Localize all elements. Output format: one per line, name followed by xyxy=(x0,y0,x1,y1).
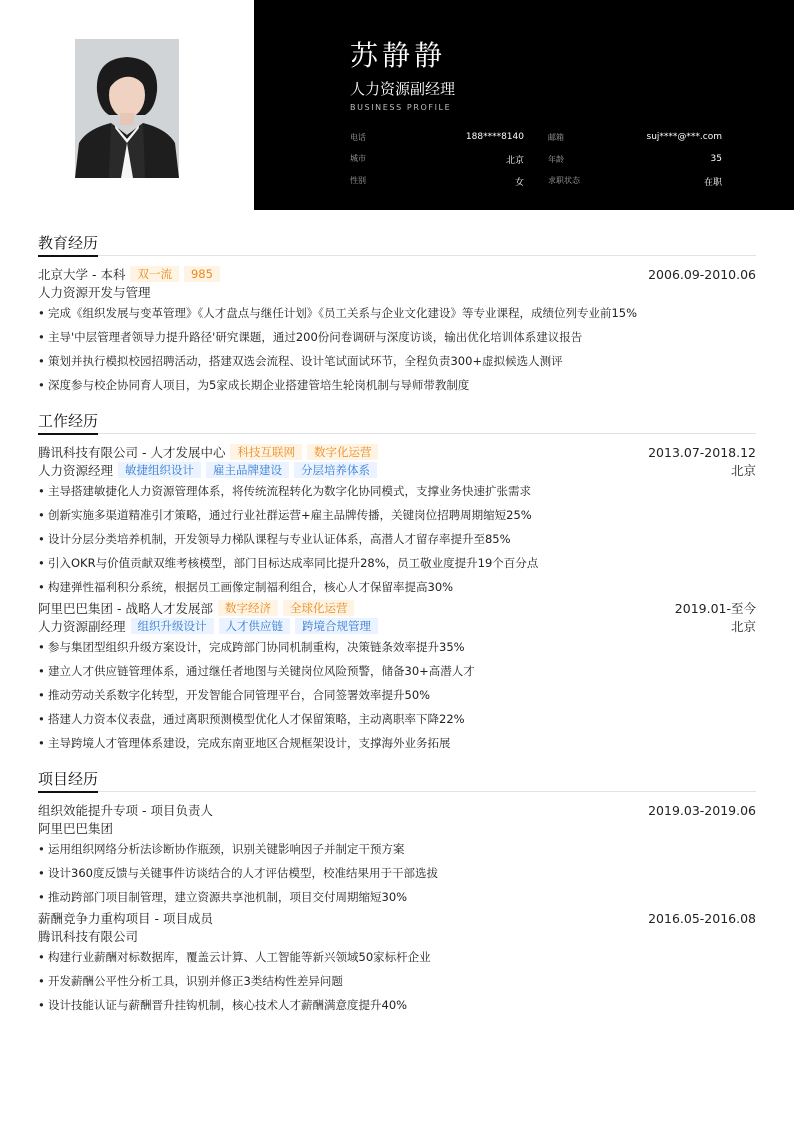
project-entry xyxy=(38,801,756,909)
job-date: 2013.07-2018.12 xyxy=(648,444,756,460)
project-name: 组织效能提升专项 - 项目负责人 xyxy=(38,803,213,818)
company-tag: 全球化运营 xyxy=(283,600,355,616)
company-name: 阿里巴巴集团 - 战略人才发展部 xyxy=(38,601,213,616)
job-location: 北京 xyxy=(730,463,756,478)
list-item: • 主导搭建敏捷化人力资源管理体系，将传统流程转化为数字化协同模式，支撑业务快速扩张需求 xyxy=(38,479,756,503)
list-item: • 深度参与校企协同育人项目，为5家成长期企业搭建管培生轮岗机制与导师带教制度 xyxy=(38,373,756,397)
email-value: suj****@***.com xyxy=(646,131,722,142)
role-tag: 分层培养体系 xyxy=(294,462,377,478)
contact-info xyxy=(350,126,722,192)
list-item: • 推动跨部门项目制管理，建立资源共享池机制，项目交付周期缩短30% xyxy=(38,885,756,909)
role-tag: 人才供应链 xyxy=(219,618,291,634)
education-date: 2006.09-2010.06 xyxy=(648,266,756,282)
section-title: 工作经历 xyxy=(38,412,98,435)
profile-panel xyxy=(254,0,794,210)
work-section xyxy=(38,411,756,755)
job-bullets xyxy=(38,479,756,599)
school-tag: 双一流 xyxy=(130,266,179,282)
age-value: 35 xyxy=(710,153,722,164)
city-value: 北京 xyxy=(505,155,524,166)
email-label: 邮箱 xyxy=(548,132,564,142)
list-item: • 主导'中层管理者领导力提升路径'研究课题，通过200份问卷调研与深度访谈，输出优化培训体系建议报告 xyxy=(38,325,756,349)
list-item: • 策划并执行模拟校园招聘活动，搭建双选会流程、设计笔试面试环节，全程负责300+虚拟候选人测评 xyxy=(38,349,756,373)
list-item: • 参与集团型组织升级方案设计，完成跨部门协同机制重构，决策链条效率提升35% xyxy=(38,635,756,659)
phone-value: 188****8140 xyxy=(465,131,524,142)
city-label: 城市 xyxy=(350,153,366,163)
project-org: 阿里巴巴集团 xyxy=(38,821,114,836)
list-item: • 引入OKR与价值贡献双维考核模型，部门目标达成率同比提升28%，员工敬业度提升19个百分点 xyxy=(38,551,756,575)
candidate-title: 人力资源副经理 xyxy=(350,80,456,98)
project-bullets xyxy=(38,837,756,909)
projects-section xyxy=(38,769,756,1017)
job-date: 2019.01-至今 xyxy=(674,601,756,616)
education-section xyxy=(38,233,756,397)
role-tag: 敏捷组织设计 xyxy=(118,462,201,478)
school-name: 北京大学 - 本科 xyxy=(38,267,126,282)
role-tag: 组织升级设计 xyxy=(131,618,214,634)
project-name: 薪酬竞争力重构项目 - 项目成员 xyxy=(38,911,213,926)
section-title: 教育经历 xyxy=(38,234,98,257)
list-item: • 构建弹性福利积分系统，根据员工画像定制福利组合，核心人才保留率提高30% xyxy=(38,575,756,599)
job-role: 人力资源经理 xyxy=(38,463,114,478)
education-bullets xyxy=(38,301,756,397)
company-tag: 数字化运营 xyxy=(307,444,379,460)
project-bullets xyxy=(38,945,756,1017)
status-value: 在职 xyxy=(703,177,722,188)
major: 人力资源开发与管理 xyxy=(38,285,151,300)
profile-subtitle: BUSINESS PROFILE xyxy=(350,103,452,112)
list-item: • 设计360度反馈与关键事件访谈结合的人才评估模型，校准结果用于干部选拔 xyxy=(38,861,756,885)
list-item: • 创新实施多渠道精准引才策略，通过行业社群运营+雇主品牌传播，关键岗位招聘周期缩短25% xyxy=(38,503,756,527)
profile-header xyxy=(0,0,794,210)
list-item: • 设计分层分类培养机制，开发领导力梯队课程与专业认证体系，高潜人才留存率提升至85% xyxy=(38,527,756,551)
list-item: • 设计技能认证与薪酬晋升挂钩机制，核心技术人才薪酬满意度提升40% xyxy=(38,993,756,1017)
job-location: 北京 xyxy=(730,619,756,634)
profile-photo xyxy=(75,39,179,178)
job-role: 人力资源副经理 xyxy=(38,619,126,634)
list-item: • 运用组织网络分析法诊断协作瓶颈，识别关键影响因子并制定干预方案 xyxy=(38,837,756,861)
role-tag: 雇主品牌建设 xyxy=(206,462,289,478)
project-date: 2019.03-2019.06 xyxy=(648,802,756,818)
list-item: • 搭建人力资本仪表盘，通过离职预测模型优化人才保留策略，主动离职率下降22% xyxy=(38,707,756,731)
company-tag: 数字经济 xyxy=(218,600,278,616)
project-date: 2016.05-2016.08 xyxy=(648,910,756,926)
company-name: 腾讯科技有限公司 - 人才发展中心 xyxy=(38,445,226,460)
phone-label: 电话 xyxy=(350,132,366,142)
age-label: 年龄 xyxy=(548,154,564,164)
job-bullets xyxy=(38,635,756,755)
list-item: • 开发薪酬公平性分析工具，识别并修正3类结构性差异问题 xyxy=(38,969,756,993)
project-entry xyxy=(38,909,756,1017)
status-label: 求职状态 xyxy=(548,175,580,185)
candidate-name: 苏静静 xyxy=(350,39,447,72)
gender-label: 性别 xyxy=(350,175,366,185)
role-tag: 跨境合规管理 xyxy=(295,618,378,634)
list-item: • 主导跨境人才管理体系建设，完成东南亚地区合规框架设计，支撑海外业务拓展 xyxy=(38,731,756,755)
list-item: • 建立人才供应链管理体系，通过继任者地图与关键岗位风险预警，储备30+高潜人才 xyxy=(38,659,756,683)
company-tag: 科技互联网 xyxy=(230,444,302,460)
section-title: 项目经历 xyxy=(38,770,98,793)
job-entry xyxy=(38,599,756,755)
school-tag: 985 xyxy=(184,266,220,282)
list-item: • 构建行业薪酬对标数据库，覆盖云计算、人工智能等新兴领域50家标杆企业 xyxy=(38,945,756,969)
list-item: • 完成《组织发展与变革管理》《人才盘点与继任计划》《员工关系与企业文化建设》等专业课程，成绩位列专业前15% xyxy=(38,301,756,325)
list-item: • 推动劳动关系数字化转型，开发智能合同管理平台，合同签署效率提升50% xyxy=(38,683,756,707)
project-org: 腾讯科技有限公司 xyxy=(38,929,139,944)
job-entry xyxy=(38,443,756,599)
gender-value: 女 xyxy=(514,177,524,188)
